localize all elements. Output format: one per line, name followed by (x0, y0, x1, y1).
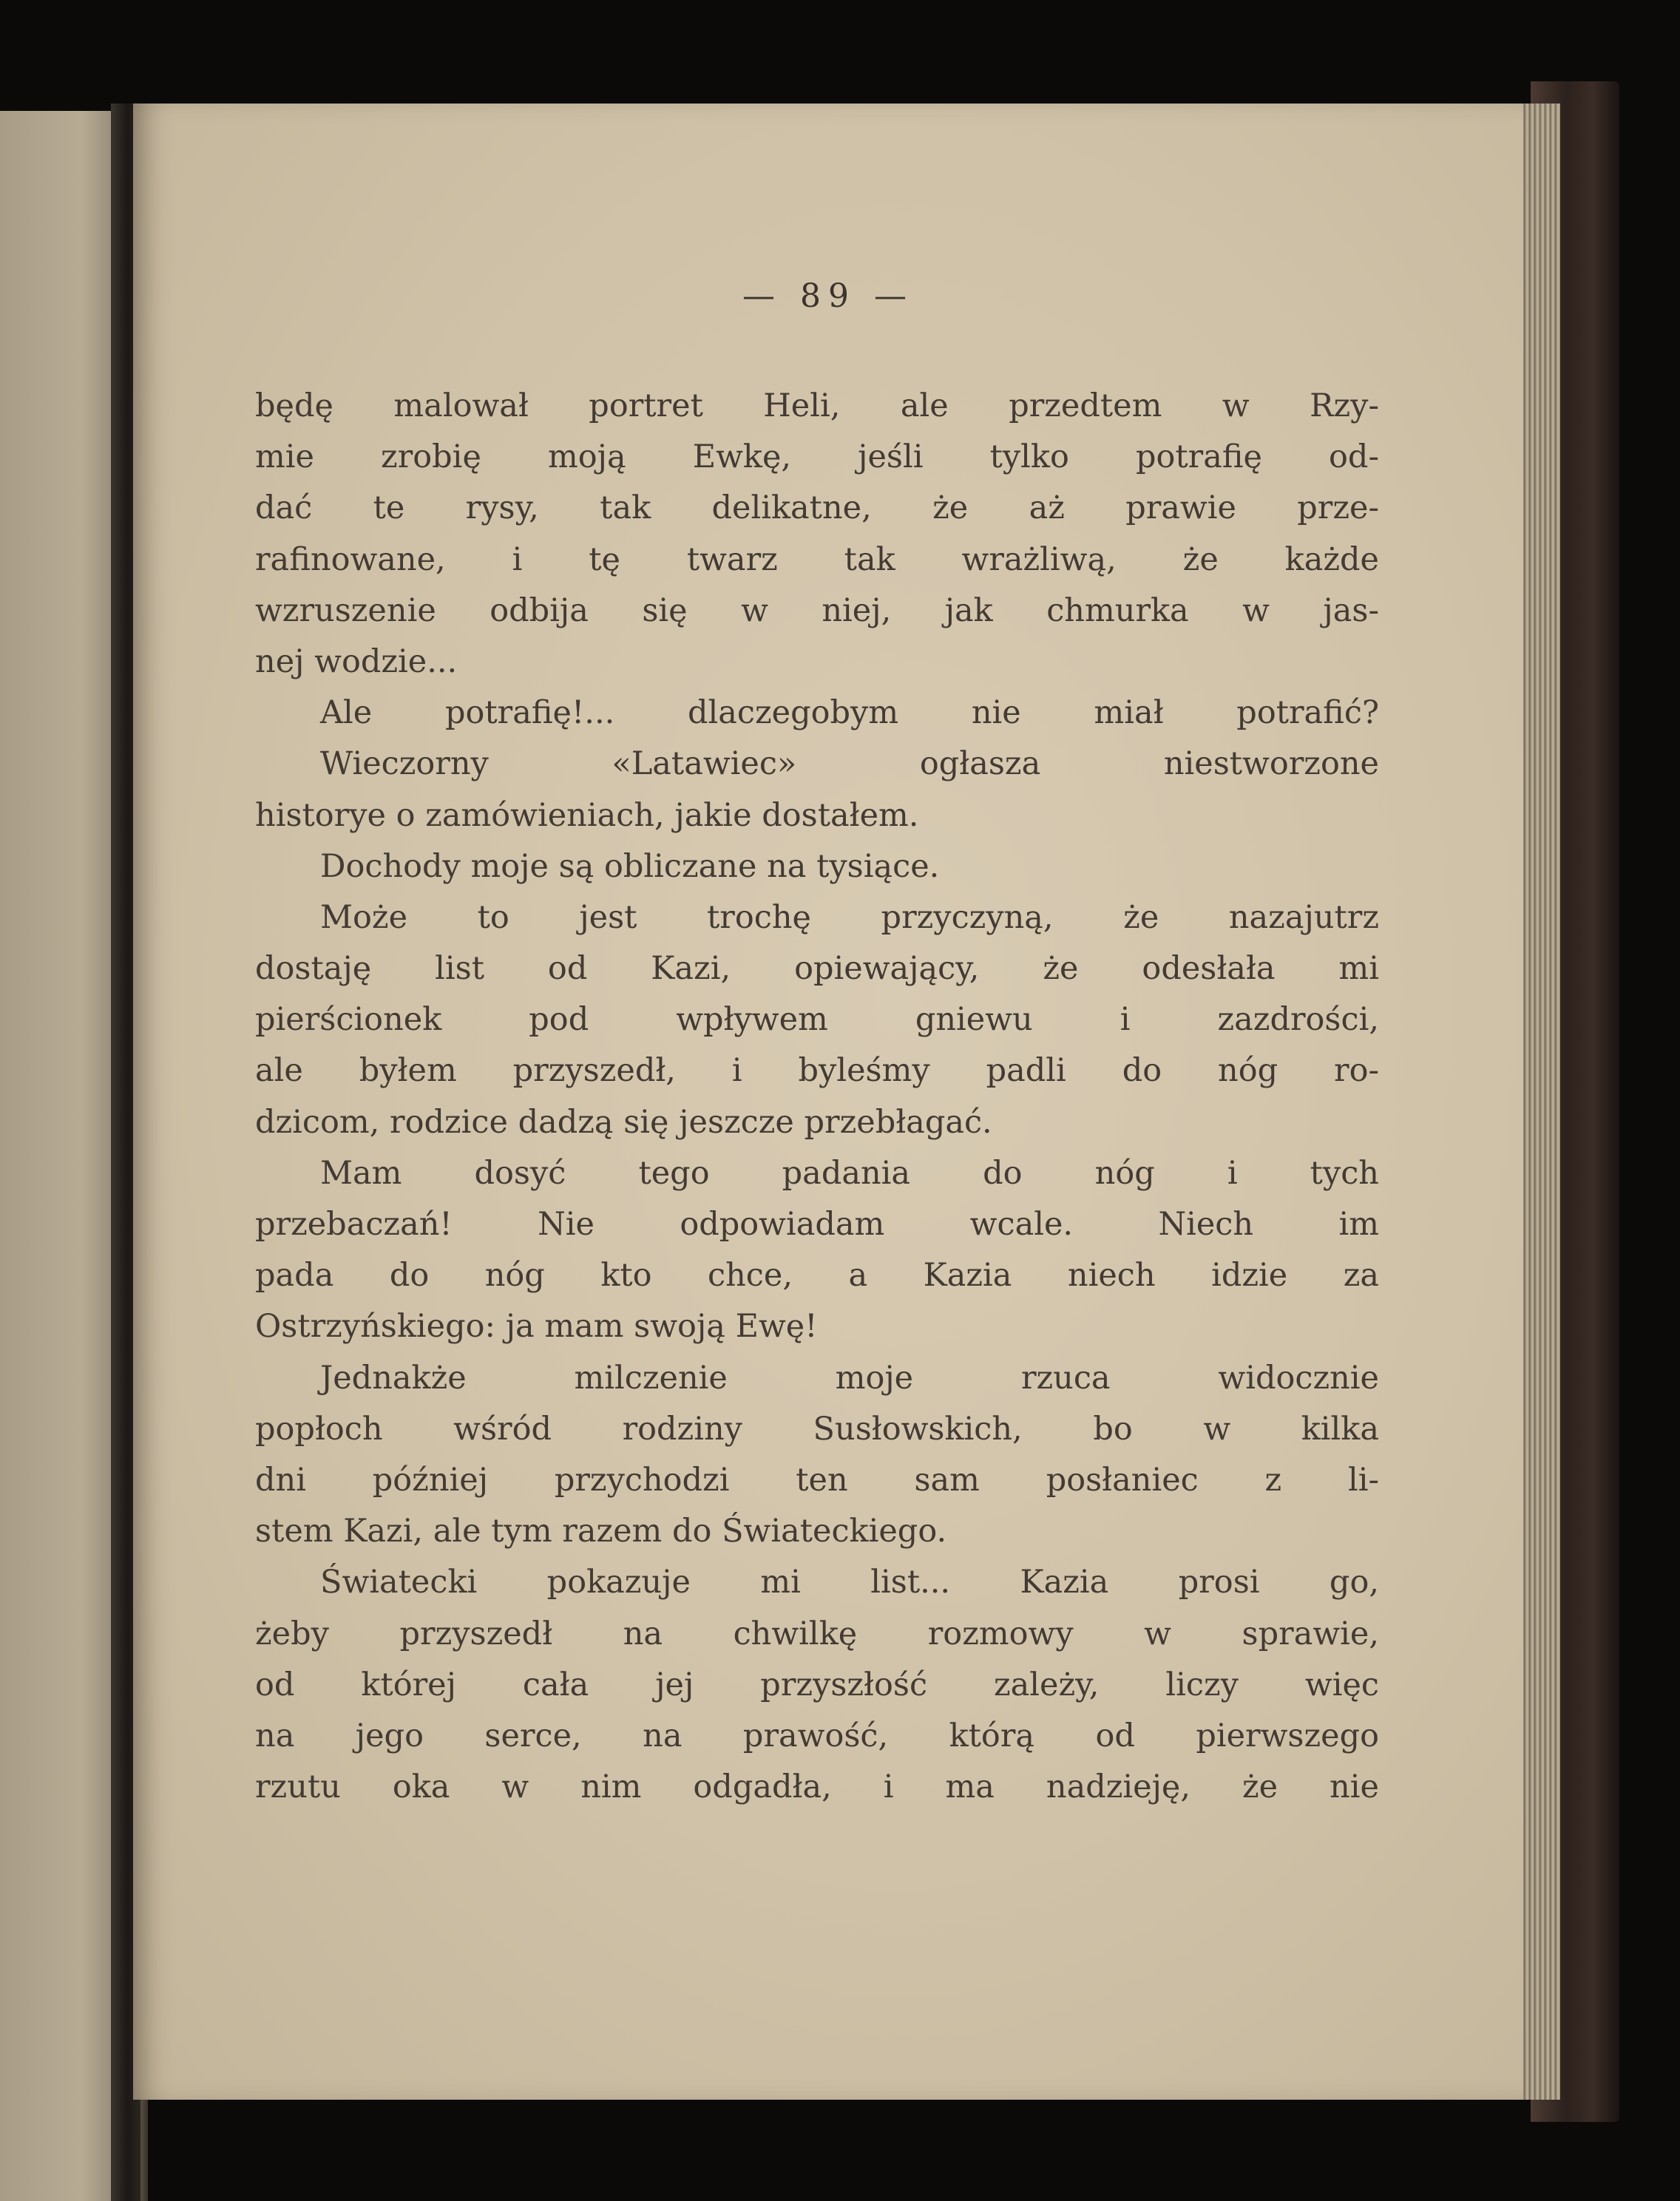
text-line: Mam dosyć tego padania do nóg i tych (320, 1154, 1379, 1192)
book-page (133, 104, 1523, 2100)
text-line: przebaczań! Nie odpowiadam wcale. Niech im (255, 1206, 1379, 1243)
text-line: żeby przyszedł na chwilkę rozmowy w sprawie, (255, 1615, 1379, 1652)
text-line: rzutu oka w nim odgadła, i ma nadzieję, że nie (255, 1768, 1379, 1806)
text-line: Ostrzyńskiego: ja mam swoją Ewę! (255, 1308, 818, 1346)
text-line: Ale potrafię!... dlaczegobym nie miał potrafić? (320, 694, 1379, 732)
text-line: ale byłem przyszedł, i byleśmy padli do nóg ro- (255, 1052, 1379, 1090)
text-line: od której cała jej przyszłość zależy, liczy więc (255, 1666, 1379, 1703)
text-line: będę malował portret Heli, ale przedtem w Rzy- (255, 387, 1379, 424)
text-line: pada do nóg kto chce, a Kazia niech idzie za (255, 1257, 1379, 1295)
text-line: rafinowane, i tę twarz tak wrażliwą, że każde (255, 540, 1379, 578)
text-line: dni później przychodzi ten sam posłaniec z li- (255, 1461, 1379, 1499)
text-line: pierścionek pod wpływem gniewu i zazdrości, (255, 1001, 1379, 1039)
text-line: popłoch wśród rodziny Susłowskich, bo w kilka (255, 1410, 1379, 1448)
text-line: historye o zamówieniach, jakie dostałem. (255, 796, 919, 834)
text-line: Może to jest trochę przyczyną, że nazajutrz (320, 898, 1379, 936)
page-number: — 89 — (742, 277, 914, 315)
text-line: dać te rysy, tak delikatne, że aż prawie prze- (255, 489, 1379, 527)
text-line: wzruszenie odbija się w niej, jak chmurka w jas- (255, 591, 1379, 629)
body-text (255, 381, 1379, 1813)
text-line: dzicom, rodzice dadzą się jeszcze przebłagać. (255, 1103, 992, 1141)
text-line: mie zrobię moją Ewkę, jeśli tylko potrafię od- (255, 438, 1379, 476)
text-line: Jednakże milczenie moje rzuca widocznie (320, 1359, 1379, 1397)
text-line: dostaję list od Kazi, opiewający, że odesłała mi (255, 950, 1379, 988)
text-line: stem Kazi, ale tym razem do Świateckiego. (255, 1513, 947, 1550)
text-line: nej wodzie... (255, 642, 458, 680)
text-line: Wieczorny «Latawiec» ogłasza niestworzone (320, 745, 1379, 783)
text-line: Dochody moje są obliczane na tysiące. (320, 847, 940, 885)
text-line: na jego serce, na prawość, którą od pierwszego (255, 1717, 1379, 1754)
text-line: Światecki pokazuje mi list... Kazia prosi go, (320, 1564, 1379, 1601)
